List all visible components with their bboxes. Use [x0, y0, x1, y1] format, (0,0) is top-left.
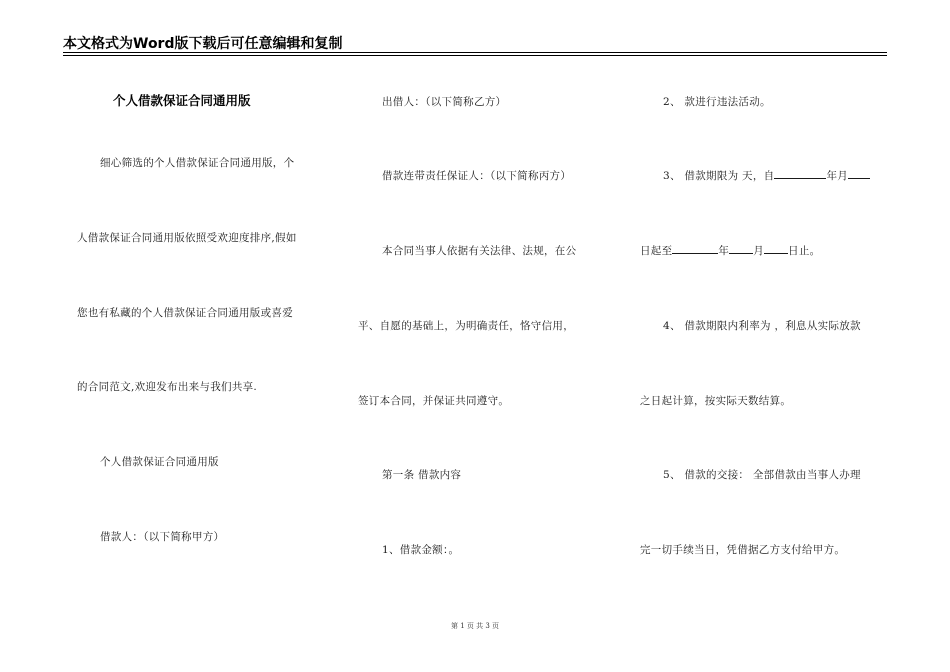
col1-line-4: 的合同范文,欢迎发布出来与我们共享. — [77, 381, 258, 393]
loan-term-text: 3、 借款期限为 天，自 — [663, 170, 775, 182]
header-rule — [63, 52, 887, 53]
col2-line-7: 1、借款金额：。 — [382, 544, 460, 556]
col1-line-5: 个人借款保证合同通用版 — [100, 456, 219, 468]
col3-line-2 — [663, 168, 870, 183]
start-date-text: 日起至 — [640, 245, 673, 257]
col3-line-3 — [640, 243, 820, 258]
blank-underline — [848, 169, 870, 179]
col2-line-1: 出借人：（以下简称乙方） — [382, 96, 507, 108]
blank-underline — [729, 244, 753, 254]
document-title: 个人借款保证合同通用版 — [113, 93, 251, 108]
col3-line-6: 5、 借款的交接： 全部借款由当事人办理 — [663, 469, 861, 481]
end-date-text: 日止。 — [788, 245, 821, 257]
blank-underline — [764, 244, 788, 254]
col3-line-5: 之日起计算，按实际天数结算。 — [640, 395, 792, 407]
col1-line-3: 您也有私藏的个人借款保证合同通用版或喜爱 — [77, 307, 293, 319]
col3-line-4: 4、 借款期限内利率为 ，利息从实际放款 — [663, 320, 861, 332]
year-month-text: 年月 — [826, 170, 849, 182]
col1-line-6: 借款人：（以下简称甲方） — [100, 531, 225, 543]
col2-line-2: 借款连带责任保证人：（以下简称丙方） — [382, 170, 572, 182]
year-text: 年 — [718, 245, 730, 257]
page-number: 第 1 页 共 3 页 — [450, 622, 500, 630]
month-text: 月 — [753, 245, 765, 257]
col2-line-6: 第一条 借款内容 — [382, 469, 462, 481]
header-rule-thin — [63, 55, 887, 56]
col2-line-3: 本合同当事人依据有关法律、法规，在公 — [382, 245, 577, 257]
col3-line-7: 完一切手续当日，凭借据乙方支付给甲方。 — [640, 544, 846, 556]
blank-underline — [774, 169, 826, 179]
col1-line-1: 细心筛选的个人借款保证合同通用版，个 — [100, 157, 295, 169]
col3-line-1: 2、 款进行违法活动。 — [663, 96, 771, 108]
document-header: 本文格式为Word版下载后可任意编辑和复制 — [63, 36, 343, 52]
col1-line-2: 人借款保证合同通用版依照受欢迎度排序,假如 — [77, 232, 297, 244]
col2-line-4: 平、自愿的基础上，为明确责任，恪守信用， — [358, 320, 574, 332]
col2-line-5: 签订本合同，并保证共同遵守。 — [358, 395, 510, 407]
blank-underline — [672, 244, 718, 254]
